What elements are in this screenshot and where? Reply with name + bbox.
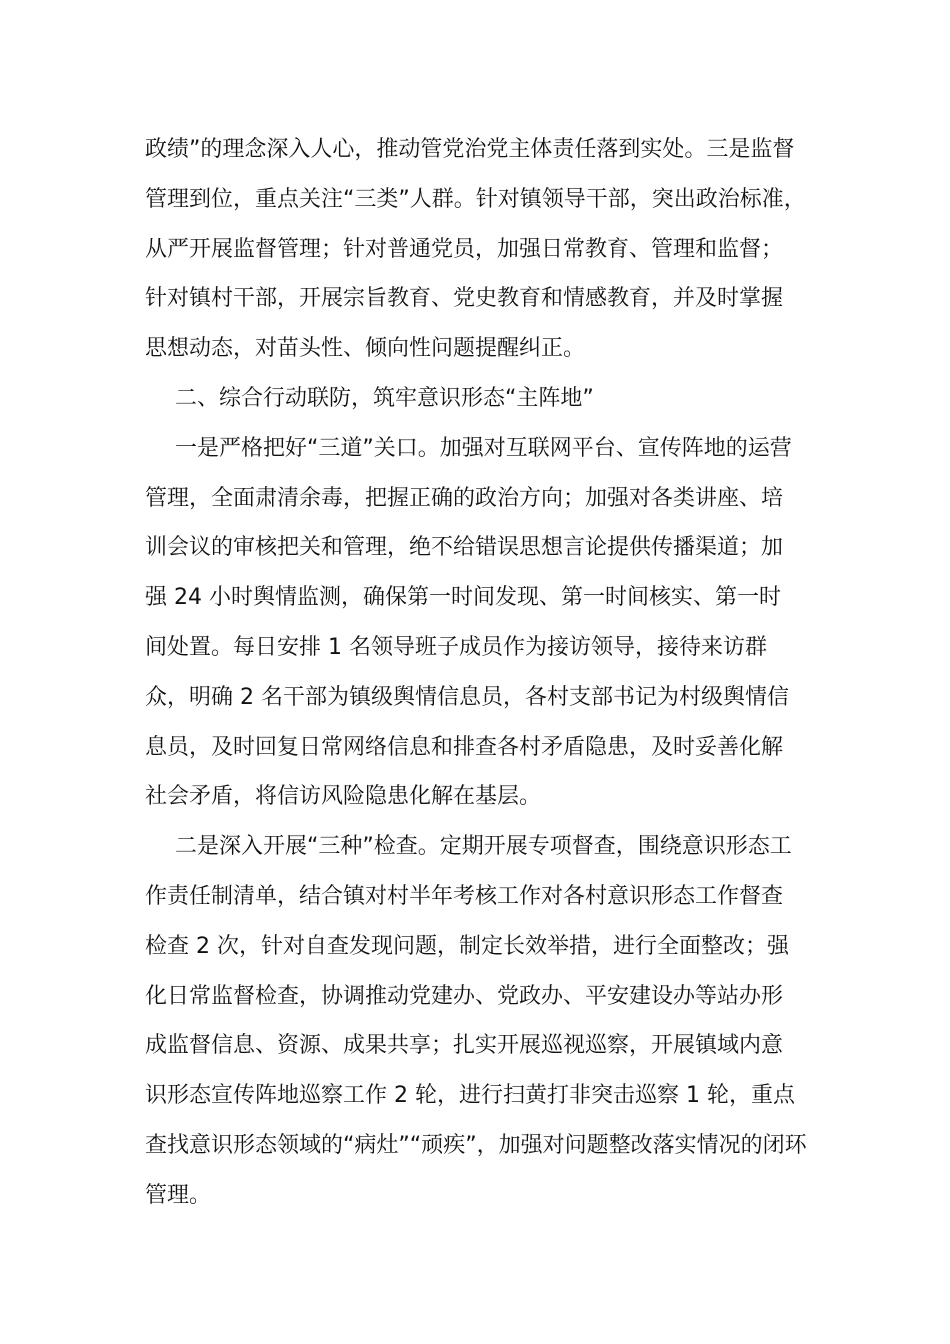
- paragraph-first-line: 一是严格把好“三道”关口。加强对互联网平台、宣传阵地的运营: [175, 435, 792, 461]
- body-line: 针对镇村干部，开展宗旨教育、党史教育和情感教育，并及时掌握: [145, 286, 784, 312]
- body-line: 息员，及时回复日常网络信息和排查各村矛盾隐患，及时妥善化解: [145, 734, 784, 760]
- body-line: 检查 2 次，针对自查发现问题，制定长效举措，进行全面整改；强: [145, 933, 789, 959]
- body-line: 管理，全面肃清余毒，把握正确的政治方向；加强对各类讲座、培: [145, 485, 784, 511]
- body-line: 思想动态，对苗头性、倾向性问题提醒纠正。: [145, 336, 586, 362]
- body-line: 众，明确 2 名干部为镇级舆情信息员，各村支部书记为村级舆情信: [145, 684, 789, 710]
- body-line: 政绩”的理念深入人心，推动管党治党主体责任落到实处。三是监督: [145, 137, 795, 162]
- body-line: 训会议的审核把关和管理，绝不给错误思想言论提供传播渠道；加: [145, 535, 784, 561]
- body-line: 管理。: [145, 1182, 212, 1208]
- body-line: 社会矛盾，将信访风险隐患化解在基层。: [145, 784, 542, 810]
- body-line: 作责任制清单，结合镇对村半年考核工作对各村意识形态工作督查: [145, 883, 784, 909]
- body-line: 成监督信息、资源、成果共享；扎实开展巡视巡察，开展镇域内意: [145, 1033, 784, 1059]
- body-line: 间处置。每日安排 1 名领导班子成员作为接访领导，接待来访群: [145, 634, 767, 660]
- paragraph-first-line: 二是深入开展“三种”检查。定期开展专项督查，围绕意识形态工: [175, 834, 792, 860]
- body-line: 从严开展监督管理；针对普通党员，加强日常教育、管理和监督；: [145, 236, 784, 262]
- section-heading: 二、综合行动联防，筑牢意识形态“主阵地”: [175, 385, 594, 411]
- body-line: 管理到位，重点关注“三类”人群。针对镇领导干部，突出政治标准，: [145, 186, 806, 212]
- body-line: 化日常监督检查，协调推动党建办、党政办、平安建设办等站办形: [145, 983, 784, 1009]
- body-line: 查找意识形态领域的“病灶”“顽疾”，加强对问题整改落实情况的闭环: [145, 1132, 807, 1158]
- body-line: 识形态宣传阵地巡察工作 2 轮，进行扫黄打非突击巡察 1 轮，重点: [145, 1083, 795, 1109]
- document-body: [145, 125, 813, 1221]
- body-line: 强 24 小时舆情监测，确保第一时间发现、第一时间核实、第一时: [145, 585, 781, 611]
